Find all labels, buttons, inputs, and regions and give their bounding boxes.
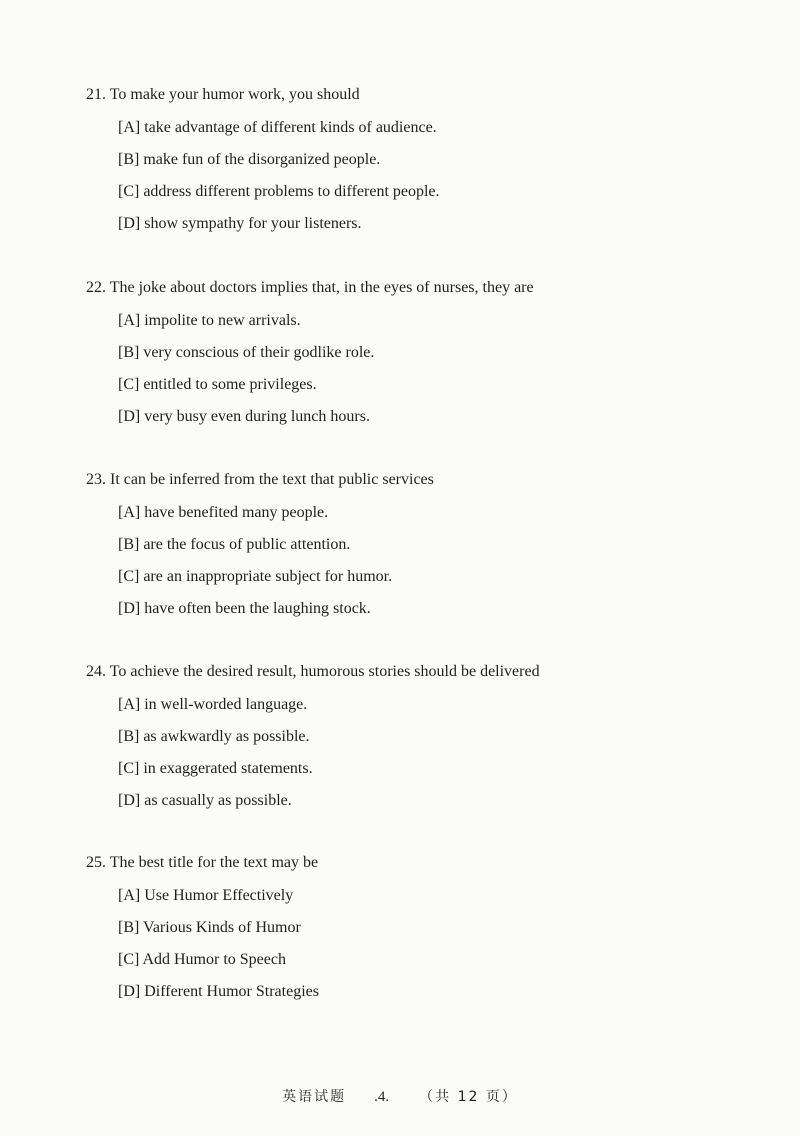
option-a: [A] take advantage of different kinds of audience. — [118, 119, 437, 136]
option-c: [C] are an inappropriate subject for humor. — [118, 568, 393, 585]
option-d: [D] as casually as possible. — [118, 792, 292, 809]
question-stem: 21. To make your humor work, you should — [86, 86, 360, 103]
option-b: [B] Various Kinds of Humor — [118, 919, 301, 936]
option-d: [D] Different Humor Strategies — [118, 983, 319, 1000]
option-c: [C] entitled to some privileges. — [118, 376, 317, 393]
option-d: [D] very busy even during lunch hours. — [118, 408, 370, 425]
footer-title: 英语试题 — [282, 1089, 347, 1105]
option-d: [D] show sympathy for your listeners. — [118, 215, 362, 232]
question-stem: 23. It can be inferred from the text that public services — [86, 471, 434, 488]
option-c: [C] address different problems to different people. — [118, 183, 440, 200]
question-23 — [86, 470, 766, 619]
option-b: [B] as awkwardly as possible. — [118, 728, 310, 745]
option-a: [A] Use Humor Effectively — [118, 887, 294, 904]
option-a: [A] have benefited many people. — [118, 504, 329, 521]
option-b: [B] are the focus of public attention. — [118, 536, 351, 553]
option-a: [A] impolite to new arrivals. — [118, 312, 301, 329]
question-stem: 25. The best title for the text may be — [86, 854, 319, 871]
question-stem: 22. The joke about doctors implies that, in the eyes of nurses, they are — [86, 279, 534, 296]
footer-total-pages: （共 12 页） — [419, 1089, 518, 1105]
option-d: [D] have often been the laughing stock. — [118, 600, 371, 617]
question-22 — [86, 278, 766, 427]
option-b: [B] very conscious of their godlike role. — [118, 344, 375, 361]
option-a: [A] in well-worded language. — [118, 696, 308, 713]
question-stem: 24. To achieve the desired result, humorous stories should be delivered — [86, 663, 540, 680]
footer-page-number: .4. — [374, 1089, 390, 1105]
option-c: [C] in exaggerated statements. — [118, 760, 313, 777]
option-c: [C] Add Humor to Speech — [118, 951, 286, 968]
option-b: [B] make fun of the disorganized people. — [118, 151, 381, 168]
question-24 — [86, 662, 766, 811]
page-footer — [0, 1088, 800, 1106]
question-21 — [86, 85, 766, 234]
question-25 — [86, 853, 766, 1002]
